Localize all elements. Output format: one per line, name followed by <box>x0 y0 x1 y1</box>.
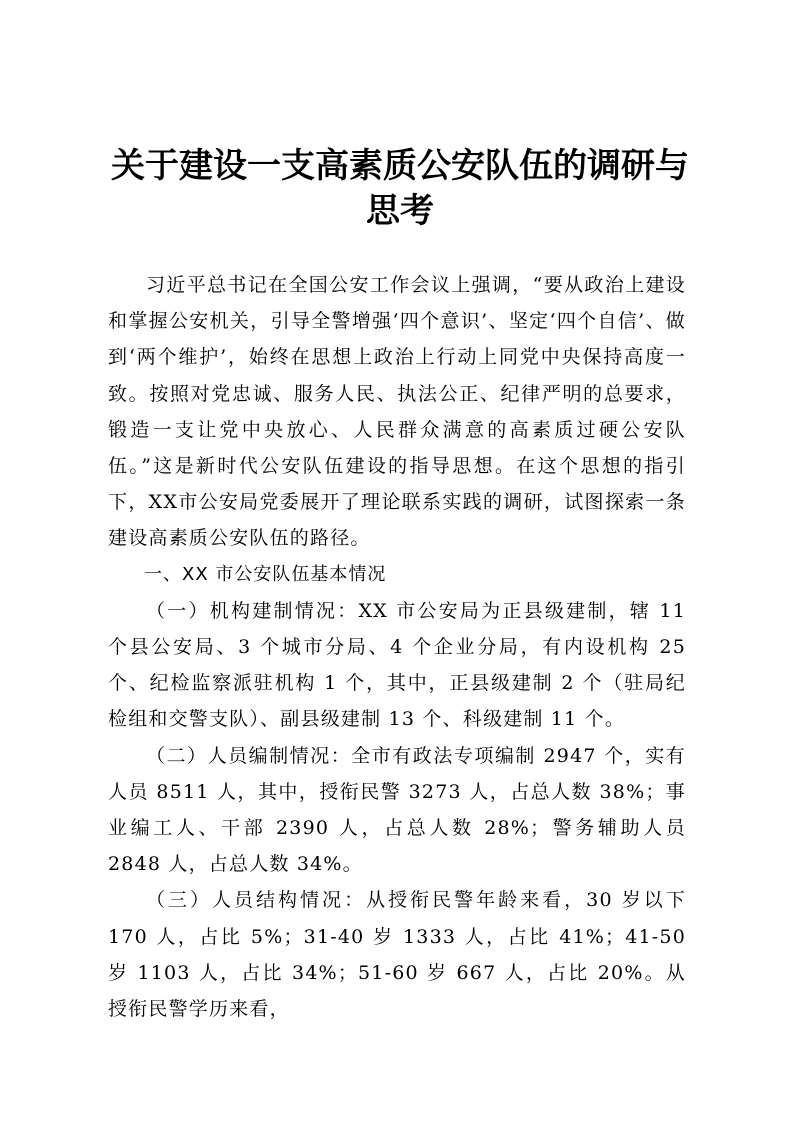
intro-paragraph: 习近平总书记在全国公安工作会议上强调，“要从政治上建设和掌握公安机关，引导全警增强‘四个意识’、坚定‘四个自信’、做到‘两个维护’，始终在思想上政治上行动上同党中央保持高度一致。按照对党忠诚、服务人民、执法公正、纪律严明的总要求，锻造一支让党中央放心、人民群众满意的高素质过硬公安队伍。”这是新时代公安队伍建设的指导思想。在这个思想的指引下，XX市公安局党委展开了理论联系实践的调研，试图探索一条建设高素质公安队伍的路径。 <box>108 274 686 550</box>
section-heading: 一、XX 市公安队伍基本情况 <box>144 563 387 585</box>
section-paragraph-3: （三）人员结构情况：从授衔民警年龄来看，30 岁以下 170 人，占比 5%；31-40 岁 1333 人，占比 41%；41-50 岁 1103 人，占比 34%；51-60 岁 667 人，占比 20%。从授衔民警学历来看， <box>108 889 686 1021</box>
section-paragraph-2: （二）人员编制情况：全市有政法专项编制 2947 个，实有人员 8511 人，其中，授衔民警 3273 人，占总人数 38%；事业编工人、干部 2390 人，占总人数 28%；警务辅助人员 2848 人，占总人数 34%。 <box>108 744 686 876</box>
document-body <box>108 267 686 1027</box>
document-title: 关于建设一支高素质公安队伍的调研与思考 <box>111 146 689 231</box>
section-paragraph-1: （一）机构建制情况：XX 市公安局为正县级建制，辖 11 个县公安局、3 个城市分局、4 个企业分局，有内设机构 25 个、纪检监察派驻机构 1 个，其中，正县级建制 2 个（驻局纪检组和交警支队）、副县级建制 13 个、科级建制 11 个。 <box>108 599 686 731</box>
